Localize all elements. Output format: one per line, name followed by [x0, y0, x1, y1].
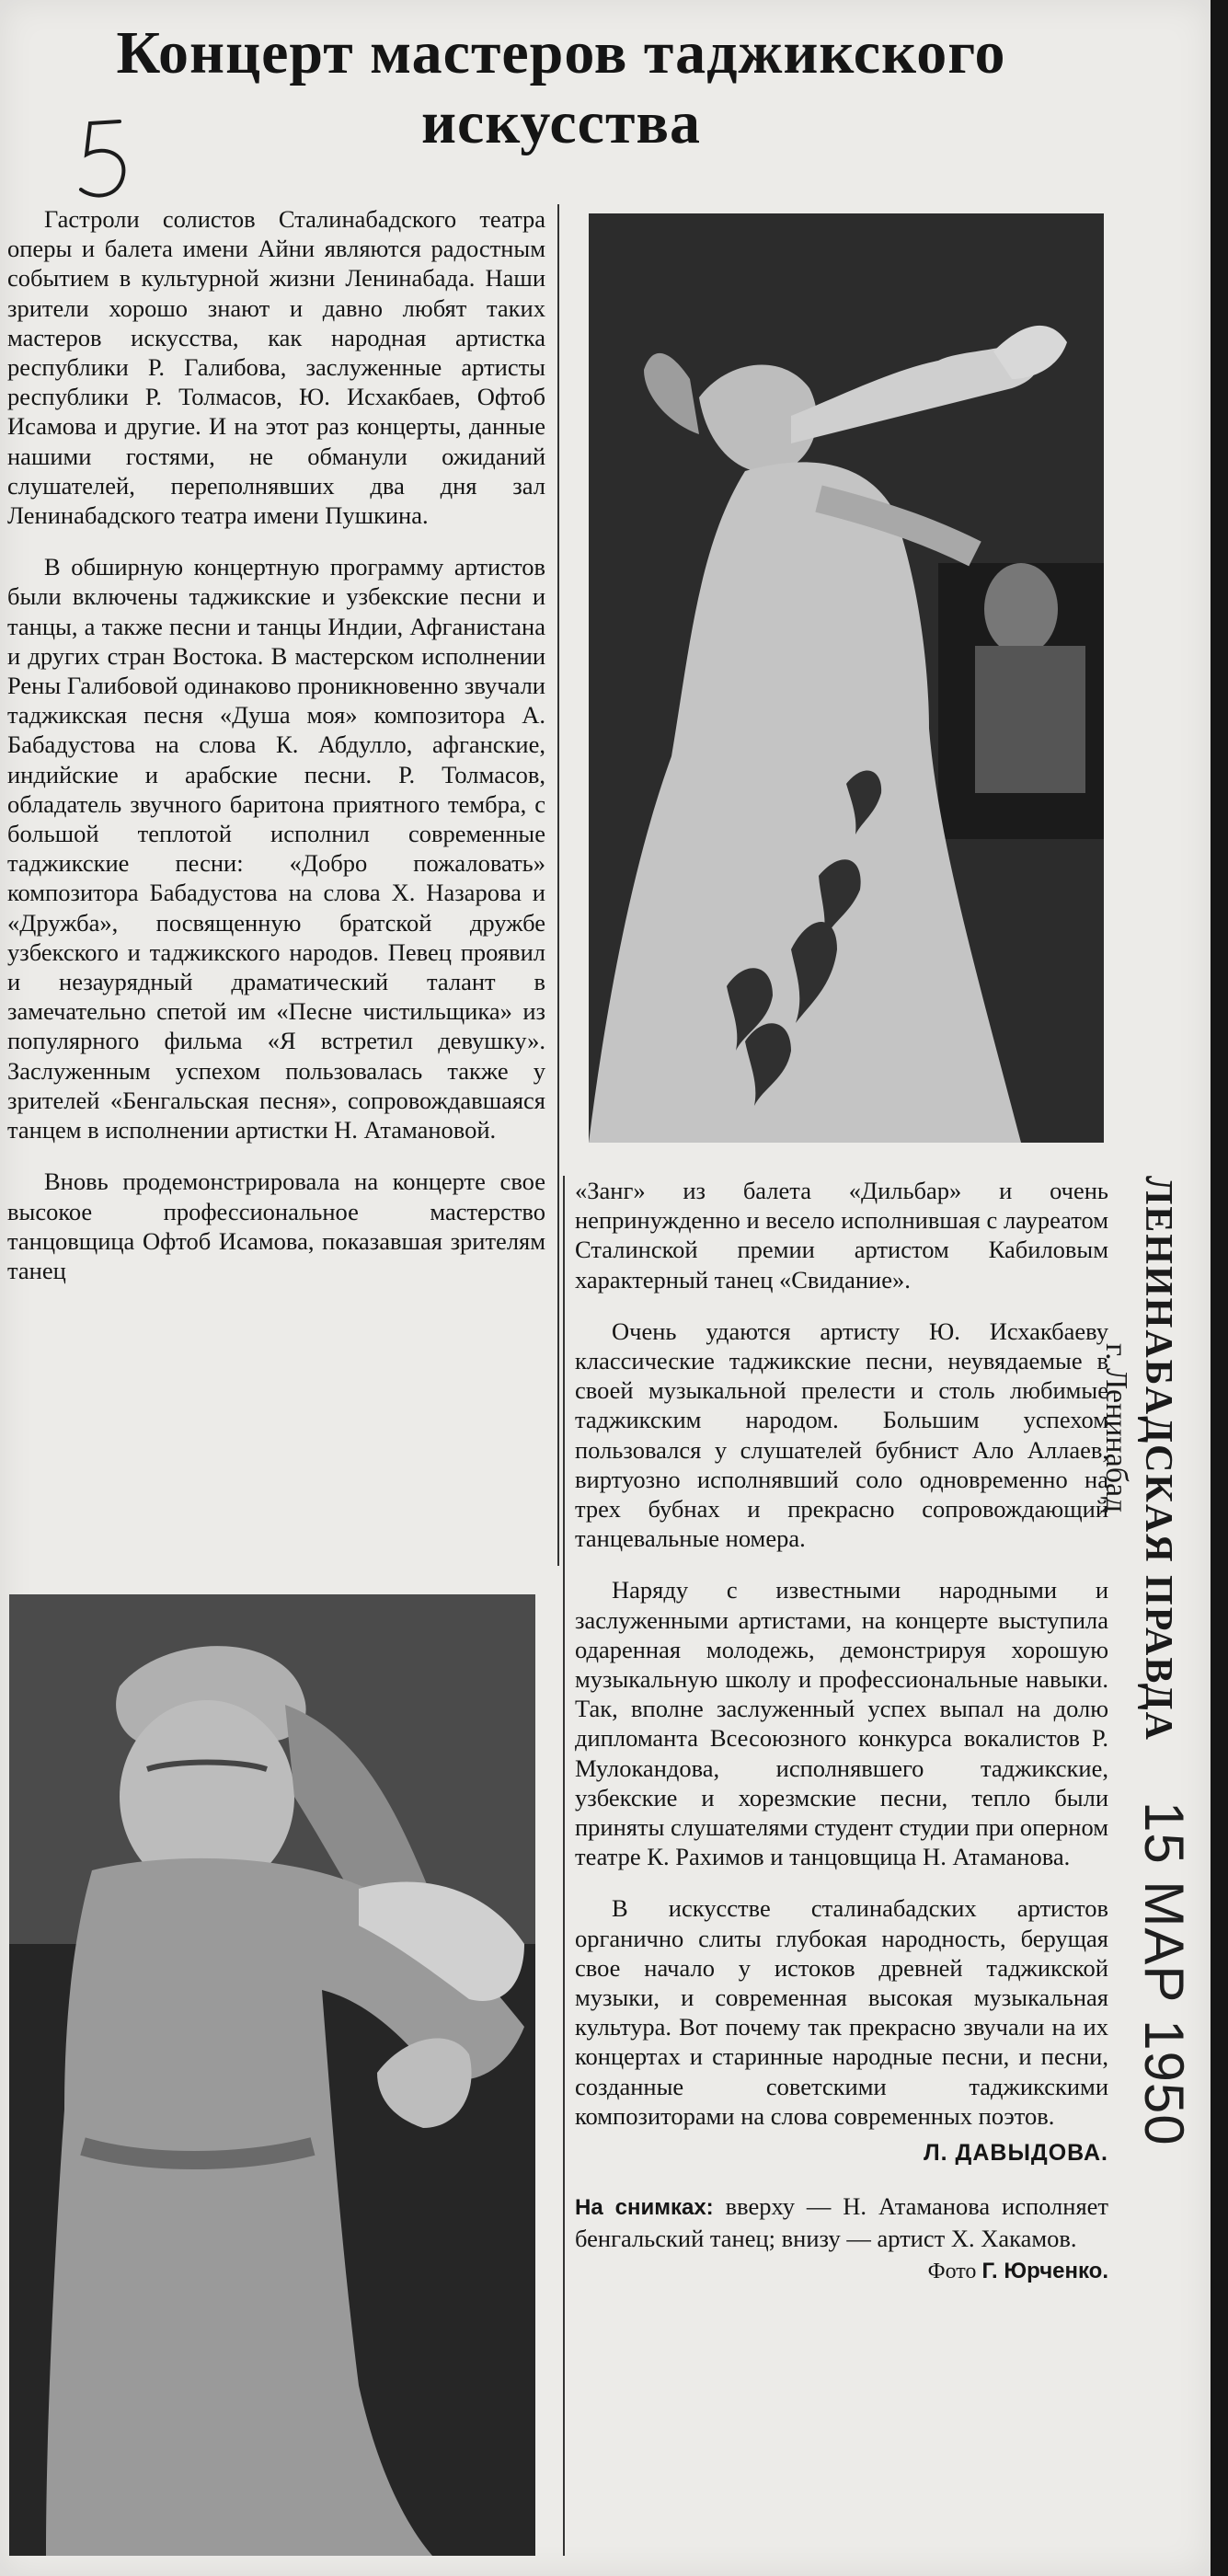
article-column-1 [7, 204, 545, 1307]
photo-credit-name: Г. Юрченко. [981, 2258, 1108, 2283]
photo-credit-prefix: Фото [927, 2259, 977, 2283]
photo-caption [575, 2191, 1108, 2252]
paragraph: В обширную концертную программу артистов были включены таджикские и узбекские песни и танцы, а также песни и танцы Индии, Афганистана и других стран Востока. В мастерском исполнении Рены Галибовой одинаково проникновенно звучали таджикская песня «Душа моя» композитора А. Бабадустова на слова К. Абдулло, афганские, индийские и арабские песни. Р. Толмасов, обладатель звучного баритона приятного тембра, с большой теплотой исполнил современные таджикские песни: «Добро пожаловать» композитора Бабадустова на слова Х. Назарова и «Дружба», посвященную братской дружбе узбекского и таджикского народов. Певец проявил и незаурядный драматический талант в замечательно спетой им «Песне чистильщика» из популярного фильма «Я встретил девушку». Заслуженным успехом пользовалась также у зрителей «Бенгальская песня», сопровождавшаяся танцем в исполнении артистки Н. Атамановой. [7, 553, 545, 1144]
date-stamp: 15 МАР 1950 [1133, 1801, 1195, 2146]
author-signature: Л. ДАВЫДОВА. [924, 2140, 1108, 2167]
column-divider [563, 1176, 565, 2556]
scan-edge [1211, 0, 1228, 2576]
photo-artist-khakamov [9, 1594, 535, 2556]
photo-credit [575, 2257, 1108, 2286]
paragraph: В искусстве сталинабадских артистов органично слиты глубокая народность, берущая свое начало у истоков древней таджикской музыки, и современная высокая музыкальная культура. Вот почему так прекрасно звучали на их концертах и старинные народные песни, и песни, созданные советскими таджикскими композиторами на слова современных поэтов. [575, 1894, 1108, 2130]
article-column-2 [575, 1176, 1108, 2286]
caption-lead: На снимках: [575, 2195, 714, 2221]
paragraph: Наряду с известными народными и заслуженными артистами, на концерте выступила одаренная молодежь, демонстрируя хорошую музыкальную школу и профессиональные навыки. Так, вполне заслуженный успех выпал на долю дипломанта Всесоюзного конкурса вокалистов Р. Мулокандова, исполнявшего таджикские, узбекские и хорезмские песни, тепло были приняты слушателями студент студии при оперном театре К. Рахимов и танцовщица Н. Атаманова. [575, 1576, 1108, 1871]
paragraph: Очень удаются артисту Ю. Исхакбаеву классические таджикские песни, неувядаемые в своей музыкальной прелести и столь любимые таджикским народом. Большим успехом пользовался у слушателей бубнист Ало Аллаев, виртуозно исполнявший соло одновременно на трех бубнах и прекрасно сопровождающий танцевальные номера. [575, 1317, 1108, 1553]
paragraph: «Занг» из балета «Дильбар» и очень непринужденно и весело исполнившая с лауреатом Сталинской премии артистом Кабиловым характерный танец «Свидание». [575, 1177, 1108, 1294]
photo-dancer-atamanova [589, 213, 1104, 1143]
headline-line-2: искусства [420, 89, 702, 156]
city-stamp: г. Ленинабад [1099, 1343, 1133, 1513]
column-divider [557, 204, 559, 1566]
handwritten-number-mark [63, 110, 145, 212]
newspaper-name-stamp: ЛЕНИНАБАДСКАЯ ПРАВДА [1137, 1176, 1179, 1742]
paragraph: Гастроли солистов Сталинабадского театра оперы и балета имени Айни являются радостным событием в культурной жизни Ленинабада. Наши зрители хорошо знают и давно любят таких мастеров искусства, как народная артистка республики Р. Галибова, заслуженные артисты республики Р. Толмасов, Ю. Исхакбаев, Офтоб Исамова и другие. И на этот раз концерты, данные нашими гостями, не обманули ожиданий слушателей, переполнявших два дня зал Ленинабадского театра имени Пушкина. [7, 205, 545, 530]
caption-text: вверху — Н. Атаманова исполняет бенгальский танец; внизу — артист Х. Хакамов. [575, 2192, 1108, 2252]
paragraph: Вновь продемонстрировала на концерте свое высокое профессиональное мастерство танцовщица Офтоб Исамова, показавшая зрителям танец [7, 1167, 545, 1284]
headline-line-1: Концерт мастеров таджикского [116, 19, 1006, 86]
artist-photo-illustration [9, 1594, 535, 2556]
dancer-photo-illustration [589, 213, 1104, 1143]
headline [28, 18, 1095, 158]
